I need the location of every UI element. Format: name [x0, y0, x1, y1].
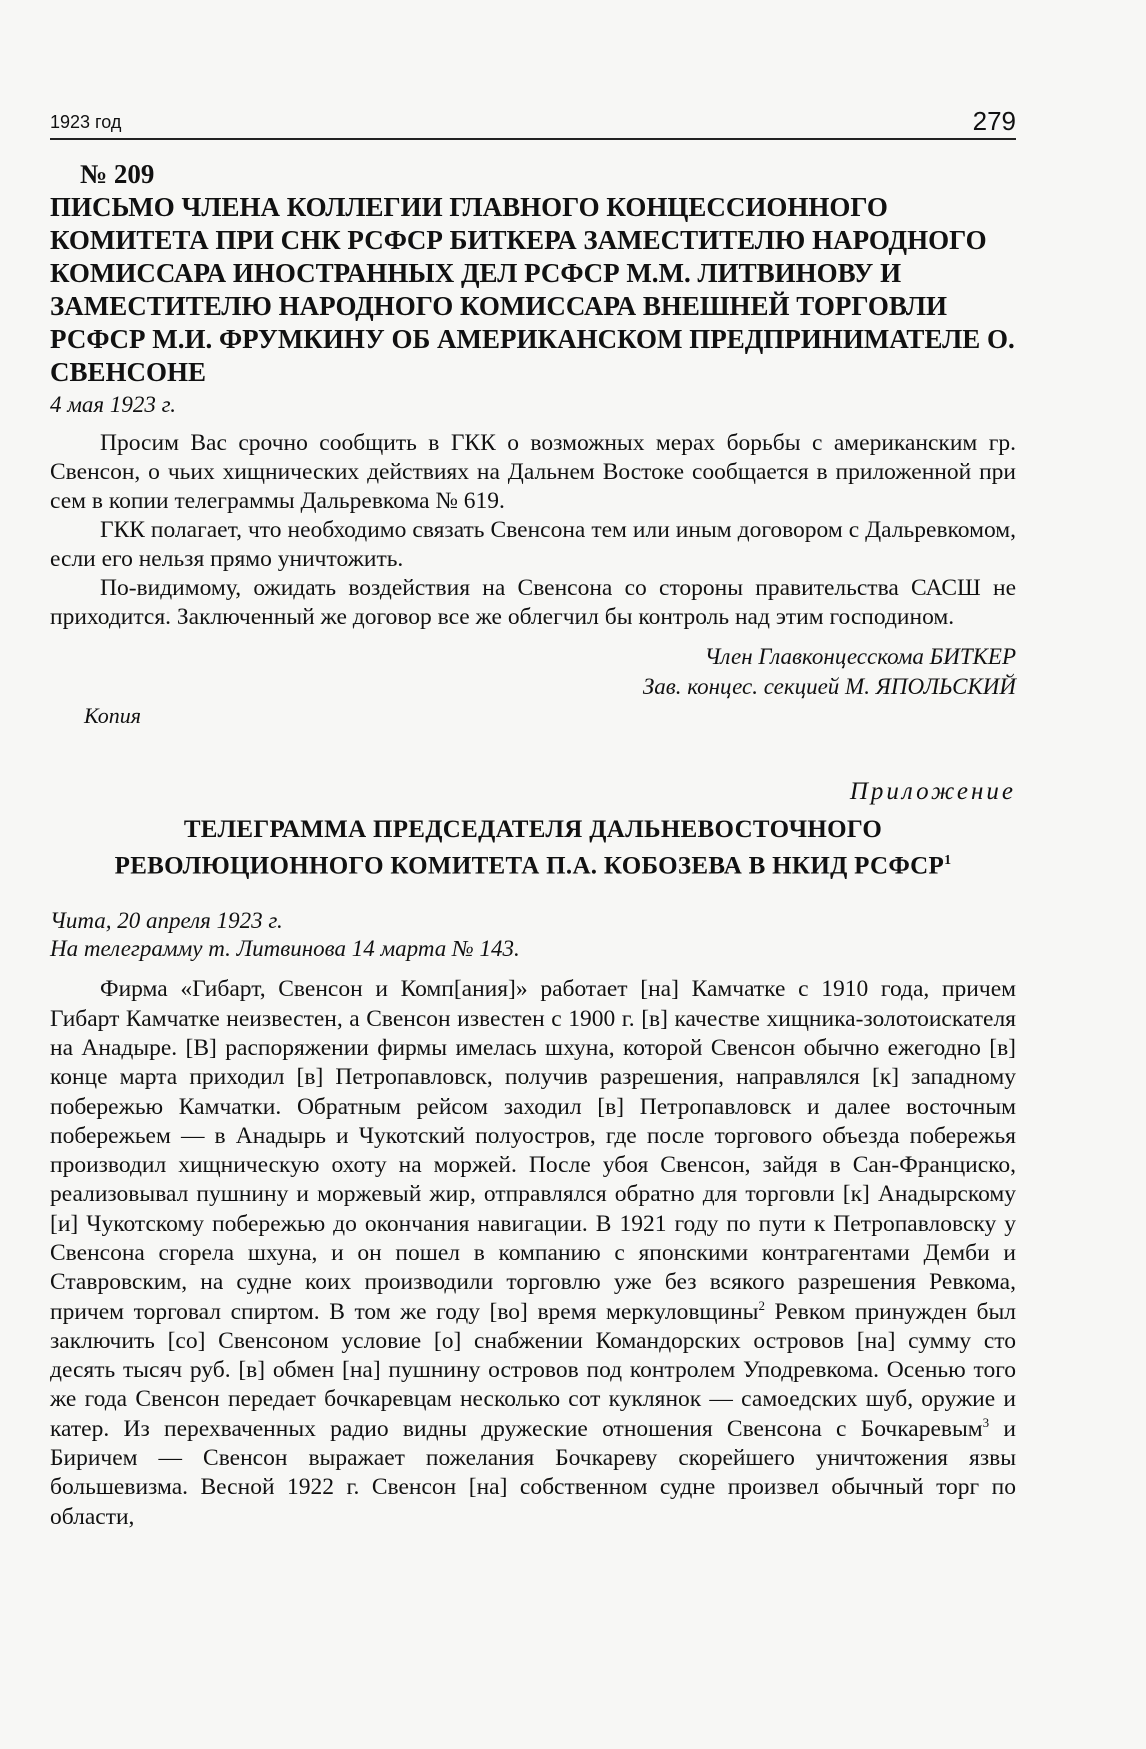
- annex-title-text: ТЕЛЕГРАММА ПРЕДСЕДАТЕЛЯ ДАЛЬНЕВОСТОЧНОГО РЕВОЛЮЦИОННОГО КОМИТЕТА П.А. КОБОЗЕВА В НКИД РСФСР: [114, 816, 945, 880]
- running-head-year: 1923 год: [50, 112, 122, 132]
- document-date: 4 мая 1923 г.: [50, 392, 177, 417]
- letter-paragraph-2: ГКК полагает, что необходимо связать Свенсона тем или иным договором с Дальревкомом, если его нельзя прямо уничтожить.: [50, 517, 1016, 572]
- letter-paragraph-1: Просим Вас срочно сообщить в ГКК о возможных мерах борьбы с американским гр. Свенсон, о чьих хищнических действиях на Дальнем Востоке сообщается в приложенной при сем в копии телеграммы Дальревкома № 619.: [50, 430, 1016, 514]
- page-content: [50, 150, 1016, 1532]
- telegram-body-part-1: Фирма «Гибарт, Свенсон и Комп[ания]» работает [на] Камчатке с 1910 года, причем Гибарт Камчатке неизвестен, а Свенсон известен с 1900 г. [в] качестве хищника-золотоискателя на Анадыре. [В] распоряжении фирмы имелась шхуна, которой Свенсон обычно ежегодно [в] конце марта приходил [в] Петропавловск, получив разрешения, направлялся [к] западному побережью Камчатки. Обратным рейсом заходил [в] Петропавловск и далее восточным побережьем — в Анадырь и Чукотский полуостров, где после торгового объезда побережья производил хищническую охоту на моржей. После убоя Свенсон, зайдя в Сан-Франциско, реализовывал пушнину и моржевый жир, отправлялся обратно для торговли [к] Анадырскому [и] Чукотскому побережью до окончания навигации. В 1921 году по пути к Петропавловску у Свенсона сгорела шхуна, и он пошел в компанию с японскими контрагентами Демби и Ставровским, на судне коих производили торговлю уже без всякого разрешения Ревкома, причем торговал спиртом. В том же году [во] время меркуловщины: [50, 976, 1016, 1325]
- signature-yapolsky: Зав. концес. секцией М. ЯПОЛЬСКИЙ: [642, 674, 1016, 699]
- annex-title-footnote-mark: 1: [944, 853, 952, 868]
- running-head: [50, 106, 1016, 140]
- telegram-body-part-3: и Биричем — Свенсон выражает пожелания Бочкареву скорейшего уничтожения язвы большевизма. Весной 1922 г. Свенсон [на] собственном судне произвел обычный торг по области,: [50, 1415, 1017, 1530]
- copy-label: Копия: [84, 703, 141, 728]
- page-number: 279: [972, 106, 1016, 136]
- document-number: № 209: [80, 159, 155, 189]
- footnote-mark-3: 3: [982, 1414, 990, 1430]
- telegram-body: [50, 975, 1016, 1532]
- signature-bitker: Член Главконцесскома БИТКЕР: [704, 644, 1016, 669]
- annex-title: [50, 814, 1016, 881]
- telegram-place-date: Чита, 20 апреля 1923 г.: [50, 908, 283, 934]
- footnote-mark-2: 2: [758, 1297, 765, 1313]
- telegram-reference: На телеграмму т. Литвинова 14 марта № 143.: [50, 936, 520, 962]
- letter-paragraph-3: По-видимому, ожидать воздействия на Свенсона со стороны правительства САСШ не приходится. Заключенный же договор все же облегчил бы контроль над этим господином.: [50, 575, 1016, 630]
- document-title: ПИСЬМО ЧЛЕНА КОЛЛЕГИИ ГЛАВНОГО КОНЦЕССИОННОГО КОМИТЕТА ПРИ СНК РСФСР БИТКЕРА ЗАМЕСТИТЕЛЮ НАРОДНОГО КОМИССАРА ИНОСТРАННЫХ ДЕЛ РСФСР М.М. ЛИТВИНОВУ И ЗАМЕСТИТЕЛЮ НАРОДНОГО КОМИССАРА ВНЕШНЕЙ ТОРГОВЛИ РСФСР М.И. ФРУМКИНУ ОБ АМЕРИКАНСКОМ ПРЕДПРИНИМАТЕЛЕ О. СВЕНСОНЕ: [50, 192, 1015, 387]
- telegram-body-part-2: Ревком принужден был заключить [со] Свенсоном условие [о] снабжении Командорских островов [на] сумму сто десять тысяч руб. [в] обмен [на] пушнину островов под контролем Уподревкома. Осенью того же года Свенсон передает бочкаревцам несколько сот куклянок — самоедских шуб, оружие и катер. Из перехваченных радио видны дружеские отношения Свенсона с Бочкаревым: [50, 1298, 1016, 1442]
- appendix-label: Приложение: [849, 778, 1016, 805]
